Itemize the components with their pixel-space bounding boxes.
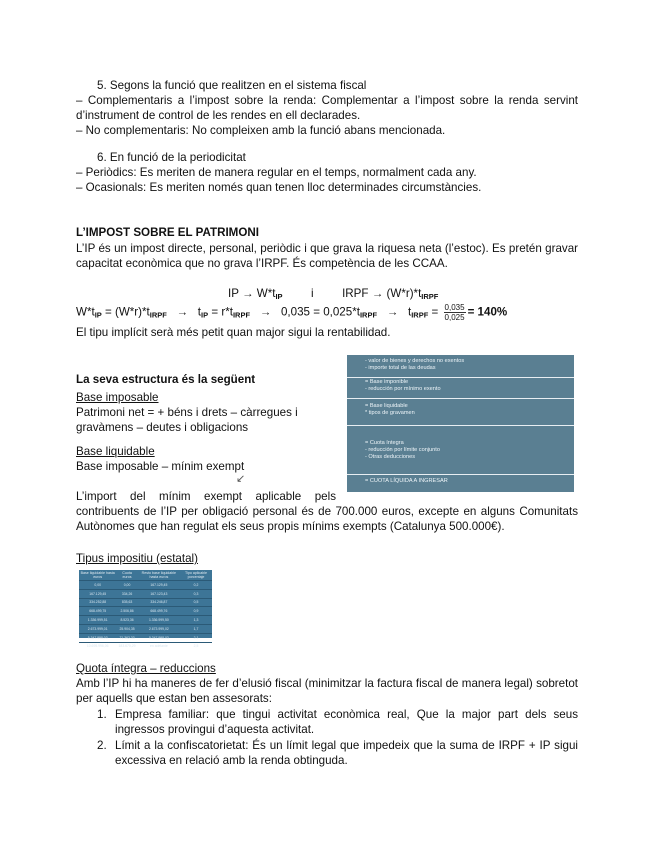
structure-diagram: [347, 355, 574, 492]
base-liquidable-text: Base imposable – mínim exempt: [76, 460, 245, 473]
ip-title: L’IMPOST SOBRE EL PATRIMONI: [76, 226, 259, 239]
table-cell: 5.347.998,03: [138, 633, 180, 642]
quota-item-2: Límit a la confiscatorietat: És un límit legal que impedeix que la suma de IRPF + IP sigui excessiva en relació amb la renda obtinguda.: [115, 739, 578, 767]
patrimoni-net-text: Patrimoni net = + béns i drets – càrregues i: [76, 406, 298, 419]
table-row: [79, 616, 212, 625]
table-cell: 8.523,36: [116, 616, 137, 625]
ip-intro: L’IP és un impost directe, personal, periòdic i que grava la riquesa neta (l’estoc). Es pretén gravar capacitat econòmica que no grava l’IRPF. És competència de les CCAA.: [76, 242, 578, 270]
table-row: [79, 642, 212, 650]
table-cell: 0,00: [116, 581, 137, 590]
table-header: Base liquidable hasta euros: [80, 571, 115, 579]
table-cell: 2,1: [180, 633, 212, 642]
periodics-text: – Periòdics: Es meriten de manera regular en el temps, normalment cada any.: [76, 166, 477, 179]
table-cell: 25.904,35: [116, 624, 137, 633]
base-imposable-title: Base imposable: [76, 391, 159, 404]
formula-irpf: IRPF → $(W*r)*t_{IRPF}$: [342, 287, 439, 301]
formula-i: i: [311, 287, 314, 300]
fraction: $\frac{0,035}{0,025}$: [444, 303, 465, 322]
diagram-row-5: = CUOTA LÍQUIDA A INGRESAR: [365, 478, 448, 484]
tipus-table: [79, 570, 212, 649]
contribuents-text: contribuents de l’IP per obligació personal és de 700.000 euros, excepte en alguns Comunitats Autònomes que han regulat els seus propis mínims exempts (Catalunya 500.000€).: [76, 505, 578, 533]
arrow-mark-icon: ↙: [236, 473, 246, 485]
section-6-heading: 6. En funció de la periodicitat: [97, 151, 246, 164]
table-header: Tipo aplicable porcentaje: [184, 571, 208, 579]
table-cell: 167.123,43: [138, 589, 180, 598]
table-cell: 0,00: [79, 581, 116, 590]
ocasionals-text: – Ocasionals: Es meriten només quan tenen lloc determinades circumstàncies.: [76, 181, 482, 194]
table-cell: 0,5: [180, 598, 212, 607]
table-cell: 71.362,33: [116, 633, 137, 642]
table-cell: 0,3: [180, 589, 212, 598]
table-row: [79, 581, 212, 590]
table-cell: 183.670,29: [116, 642, 137, 650]
table-cell: 167.129,45: [138, 581, 180, 590]
table-header: Resto base liquidable hasta euros: [141, 571, 177, 579]
diagram-row-1: - valor de bienes y derechos no exentos - importe total de las deudas: [347, 358, 574, 378]
formula-ip: IP → $W*t_{IP}$: [228, 287, 283, 301]
diagram-row-2: = Base imponible - reducción por mínimo exento: [347, 379, 574, 399]
base-liquidable-title: Base liquidable: [76, 445, 155, 458]
table-cell: 1.336.999,51: [79, 616, 116, 625]
table-cell: 0,9: [180, 607, 212, 616]
diagram-row-3: = Base liquidable * tipos de gravamen: [347, 403, 574, 426]
formula-line-2: $W*t_{IP} = (W*r)*t_{IRPF}$ → $t_{IP} = r*t_{IRPF}$ → $0,035 = 0,025*t_{IRPF}$ → $t_{IRPF}$ = $\frac{0,035}{0,025}$ = 140%: [76, 303, 508, 322]
table-cell: 668.499,76: [138, 607, 180, 616]
no-complementaris-text: – No complementaris: No compleixen amb la funció abans mencionada.: [76, 124, 446, 137]
table-row: [79, 633, 212, 642]
quota-text: Amb l’IP hi ha maneres de fer d’elusió fiscal (minimitzar la factura fiscal de manera legal) sobretot per aquells que estan ben assesorats:: [76, 677, 578, 705]
table-cell: 1,3: [180, 616, 212, 625]
table-cell: 167.129,45: [79, 589, 116, 598]
table-row: [79, 607, 212, 616]
tipus-implicit-text: El tipu implícit serà més petit quan major sigui la rentabilidad.: [76, 326, 391, 339]
table-header: Cuota euros: [122, 571, 132, 579]
table-cell: 2.506,86: [116, 607, 137, 616]
table-cell: 2.673.999,01: [79, 624, 116, 633]
table-cell: 334,26: [116, 589, 137, 598]
table-cell: 668.499,75: [79, 607, 116, 616]
table-cell: 1,7: [180, 624, 212, 633]
quota-title: Quota íntegra – reduccions: [76, 662, 216, 675]
import-minim-text: L’import del mínim exempt aplicable pels: [76, 490, 336, 503]
quota-item-1: Empresa familiar: que tingui activitat econòmica real, Que la major part dels seus ingressos provingui d’aquesta activitat.: [115, 708, 578, 736]
tipus-title: Tipus impositiu (estatal): [76, 552, 198, 565]
table-cell: 835,63: [116, 598, 137, 607]
table-cell: en adelante: [138, 642, 180, 650]
formula-line-1: [228, 286, 438, 304]
table-cell: 0,2: [180, 581, 212, 590]
table-cell: 2,5: [180, 642, 212, 650]
table-cell: 10.695.996,06: [79, 642, 116, 650]
gravamens-text: gravàmens – deutes i obligacions: [76, 421, 249, 434]
table-cell: 1.336.999,50: [138, 616, 180, 625]
diagram-row-4: = Cuota íntegra - reducción por límite conjunto - Otras deducciones: [347, 440, 574, 475]
table-row: [79, 598, 212, 607]
table-cell: 2.673.999,02: [138, 624, 180, 633]
table-cell: 5.347.998,03: [79, 633, 116, 642]
quota-num-1: 1.: [97, 708, 107, 721]
table-cell: 334.252,88: [79, 598, 116, 607]
section-5-heading: 5. Segons la funció que realitzen en el sistema fiscal: [97, 79, 367, 92]
quota-num-2: 2.: [97, 739, 107, 752]
arrow-1: →: [176, 305, 189, 319]
table-row: [79, 624, 212, 633]
table-cell: 334.246,87: [138, 598, 180, 607]
table-header-row: [79, 570, 212, 581]
arrow-3: →: [386, 305, 399, 319]
table-row: [79, 589, 212, 598]
arrow-2: →: [259, 305, 272, 319]
complementaris-text: – Complementaris a l’impost sobre la renda: Complementar a l’impost sobre la renda servint d’instrument de control de les rendes en ell declarades.: [76, 94, 578, 122]
estructura-heading: La seva estructura és la següent: [76, 373, 256, 386]
